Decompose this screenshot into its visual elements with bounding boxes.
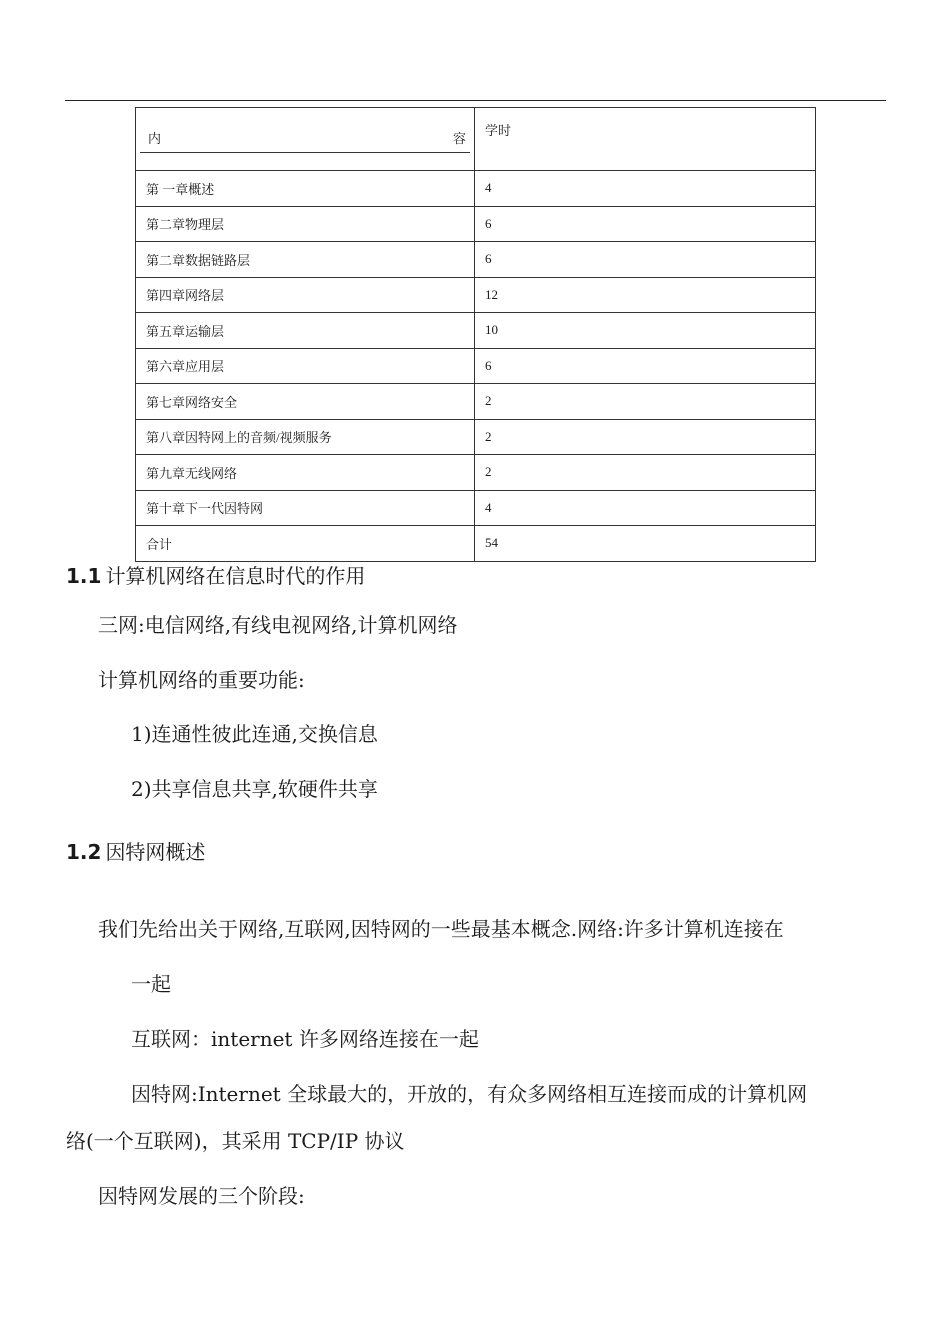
paragraph-stages: 因特网发展的三个阶段: xyxy=(98,1184,305,1208)
row-content: 第二章数据链路层 xyxy=(136,242,475,278)
paragraph-intro-line1: 我们先给出关于网络,互联网,因特网的一些最基本概念.网络:许多计算机连接在 xyxy=(98,917,784,941)
table-row xyxy=(136,277,816,313)
row-content: 第 一章概述 xyxy=(136,171,475,207)
header-underline xyxy=(140,152,470,153)
row-hours: 2 xyxy=(475,455,816,491)
table-row xyxy=(136,490,816,526)
table-row xyxy=(136,348,816,384)
row-hours: 6 xyxy=(475,348,816,384)
row-hours: 10 xyxy=(475,313,816,349)
row-hours: 6 xyxy=(475,206,816,242)
table-row xyxy=(136,171,816,207)
section-number: 1.1 xyxy=(66,564,102,588)
row-hours: 12 xyxy=(475,277,816,313)
row-content: 第二章物理层 xyxy=(136,206,475,242)
list-item-sharing: 2)共享信息共享,软硬件共享 xyxy=(131,777,378,801)
row-hours: 4 xyxy=(475,171,816,207)
paragraph-three-networks: 三网:电信网络,有线电视网络,计算机网络 xyxy=(98,613,458,637)
header-content-right: 容 xyxy=(452,131,466,146)
table-row xyxy=(136,313,816,349)
row-content: 第七章网络安全 xyxy=(136,384,475,420)
row-content: 第十章下一代因特网 xyxy=(136,490,475,526)
section-title: 计算机网络在信息时代的作用 xyxy=(105,564,366,588)
paragraph-internet-uppercase-line2: 络(一个互联网)，其采用 TCP/IP 协议 xyxy=(66,1129,405,1153)
table-row xyxy=(136,206,816,242)
table-row xyxy=(136,384,816,420)
header-content-left: 内 xyxy=(148,131,162,146)
list-item-connectivity: 1)连通性彼此连通,交换信息 xyxy=(131,722,378,746)
section-title: 因特网概述 xyxy=(105,840,206,864)
table-row xyxy=(136,455,816,491)
paragraph-internet-uppercase-line1: 因特网:Internet 全球最大的，开放的，有众多网络相互连接而成的计算机网 xyxy=(131,1082,808,1106)
row-content: 第八章因特网上的音频/视频服务 xyxy=(136,419,475,455)
total-label: 合计 xyxy=(136,526,475,562)
header-rule xyxy=(65,100,886,101)
header-content-cell xyxy=(136,108,475,171)
syllabus-table xyxy=(135,107,816,562)
section-number: 1.2 xyxy=(66,840,102,864)
table-total-row xyxy=(136,526,816,562)
header-hours-cell: 学时 xyxy=(475,108,816,171)
paragraph-internet-lowercase: 互联网：internet 许多网络连接在一起 xyxy=(131,1027,479,1051)
row-hours: 4 xyxy=(475,490,816,526)
row-hours: 6 xyxy=(475,242,816,278)
paragraph-functions: 计算机网络的重要功能: xyxy=(98,668,305,692)
row-content: 第五章运输层 xyxy=(136,313,475,349)
table-row xyxy=(136,242,816,278)
row-content: 第四章网络层 xyxy=(136,277,475,313)
row-content: 第九章无线网络 xyxy=(136,455,475,491)
paragraph-intro-line2: 一起 xyxy=(131,972,171,996)
section-heading-1-1 xyxy=(66,564,365,588)
section-heading-1-2 xyxy=(66,840,205,864)
total-hours: 54 xyxy=(475,526,816,562)
table-row xyxy=(136,419,816,455)
row-hours: 2 xyxy=(475,419,816,455)
table-header-row xyxy=(136,108,816,171)
row-hours: 2 xyxy=(475,384,816,420)
row-content: 第六章应用层 xyxy=(136,348,475,384)
